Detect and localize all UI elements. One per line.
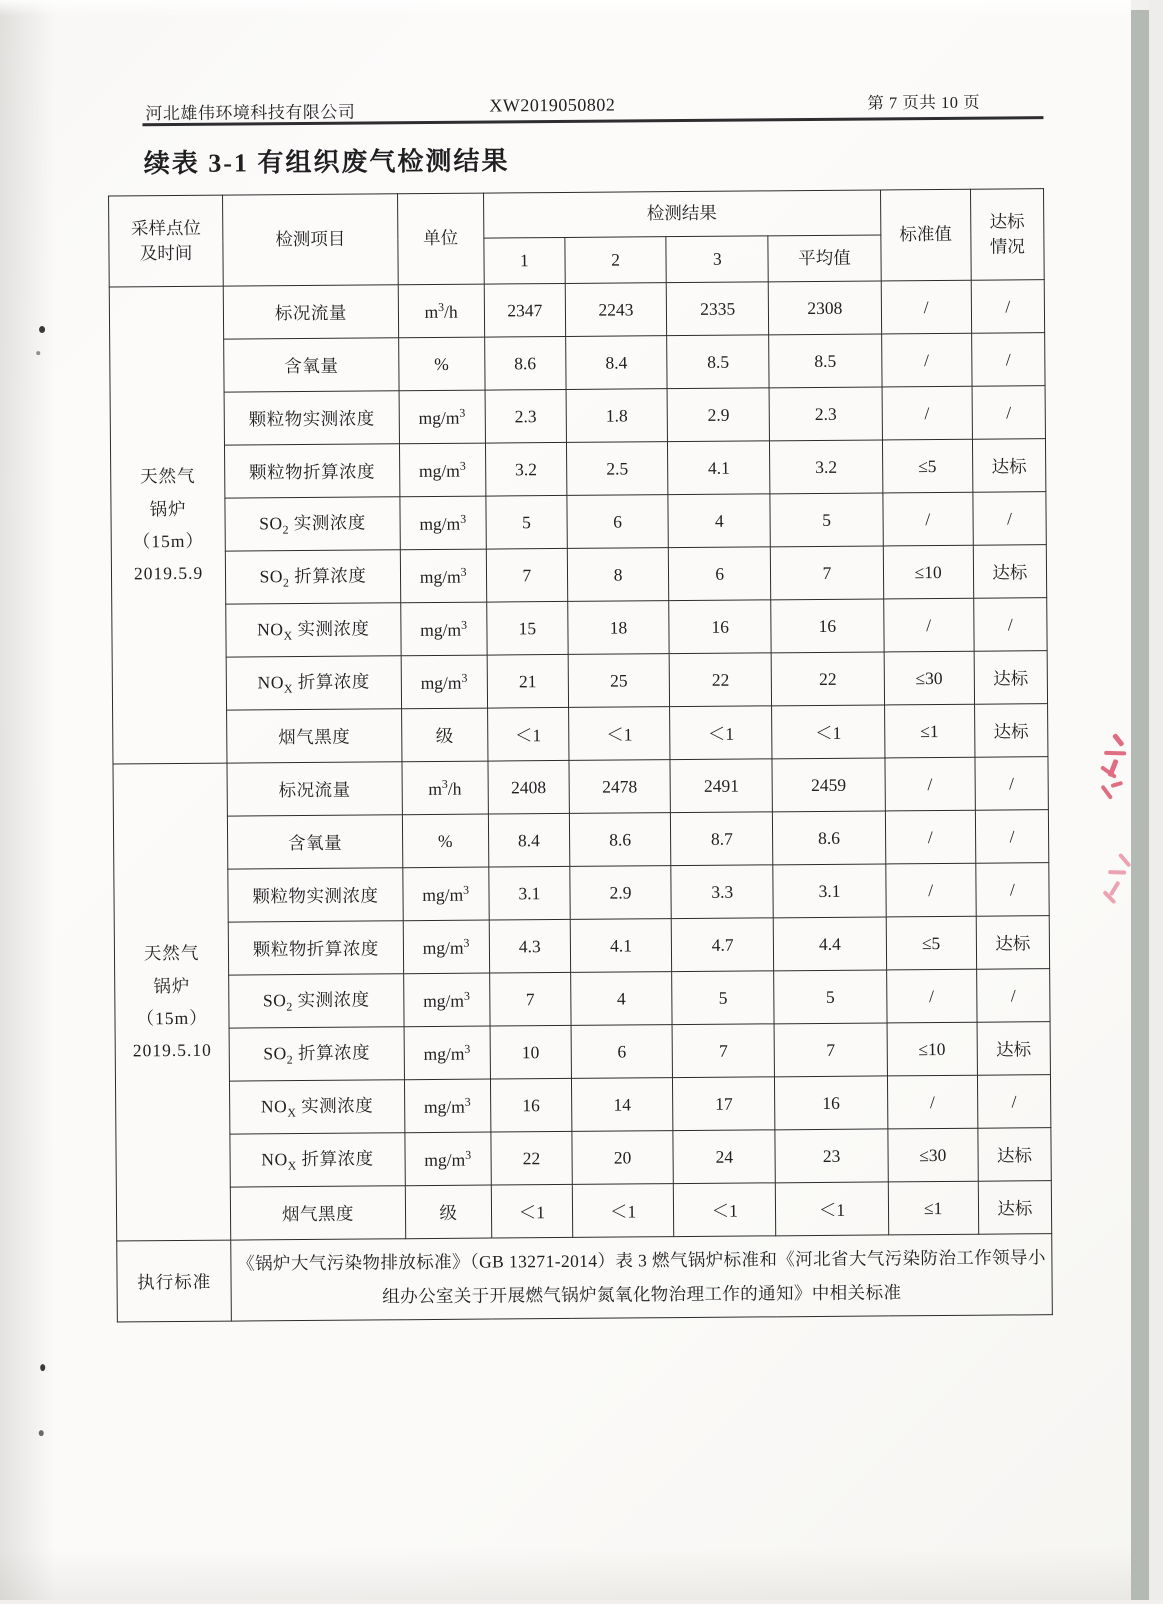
value-cell-2: ＜1 xyxy=(572,1184,674,1238)
value-cell-3: 3.3 xyxy=(671,865,774,919)
status-cell: 达标 xyxy=(972,439,1046,493)
value-cell-2: 18 xyxy=(568,601,670,655)
value-cell-avg: 5 xyxy=(770,493,883,547)
value-cell-avg: 16 xyxy=(771,599,884,653)
value-cell-3: 2335 xyxy=(666,282,769,336)
value-cell-3: ＜1 xyxy=(673,1183,776,1237)
item-cell: 烟气黑度 xyxy=(227,709,402,763)
col-header-sample-point: 采样点位 及时间 xyxy=(109,195,224,287)
value-cell-3: 16 xyxy=(669,600,772,654)
unit-cell: % xyxy=(402,814,489,868)
value-cell-1: 7 xyxy=(489,972,571,1026)
value-cell-2: 4 xyxy=(571,972,673,1026)
speck xyxy=(36,351,40,355)
value-cell-2: 25 xyxy=(568,654,670,708)
value-cell-avg: 23 xyxy=(775,1129,888,1183)
table-row xyxy=(114,863,1049,923)
status-cell: 达标 xyxy=(973,545,1047,599)
unit-cell: 级 xyxy=(405,1185,492,1239)
item-cell: $NO_X$ 实测浓度 xyxy=(230,1080,405,1134)
item-cell: $NO_X$ 折算浓度 xyxy=(230,1133,405,1187)
exec-standard-label: 执行标准 xyxy=(117,1240,232,1322)
item-cell: 标况流量 xyxy=(223,285,398,339)
value-cell-3: 22 xyxy=(669,653,772,707)
standard-cell: / xyxy=(886,969,977,1023)
col-header-average: 平均值 xyxy=(768,235,881,282)
value-cell-2: 8 xyxy=(567,548,669,602)
status-cell: / xyxy=(976,863,1050,917)
unit-cell: $mg/m^3$ xyxy=(402,867,489,921)
standard-cell: / xyxy=(883,598,974,652)
standard-cell: ≤5 xyxy=(886,916,977,970)
item-cell: $SO_2$ 折算浓度 xyxy=(226,550,401,604)
value-cell-avg: 3.2 xyxy=(770,440,883,494)
col-header-unit: 单位 xyxy=(397,193,484,285)
table-row xyxy=(112,651,1047,711)
status-cell: 达标 xyxy=(976,916,1050,970)
stamp-fragment-upper xyxy=(1086,734,1143,819)
unit-cell: $mg/m^3$ xyxy=(401,655,488,709)
value-cell-avg: 8.5 xyxy=(769,334,882,388)
page-number: 第 7 页共 10 页 xyxy=(867,92,981,113)
table-row xyxy=(116,1181,1051,1241)
value-cell-3: 2.9 xyxy=(667,388,770,442)
table-row xyxy=(111,545,1046,605)
report-number: XW2019050802 xyxy=(489,94,616,116)
exec-standard-text: 《锅炉大气污染物排放标准》（GB 13271-2014）表 3 燃气锅炉标准和《河北省大气污染防治工作领导小组办公室关于开展燃气锅炉氮氧化物治理工作的通知》中相关标准 xyxy=(231,1234,1052,1321)
value-cell-2: 1.8 xyxy=(566,389,668,443)
unit-cell: $mg/m^3$ xyxy=(399,390,486,444)
group-label-cell-1: 天然气 锅炉 （15m） 2019.5.9 xyxy=(109,286,227,764)
value-cell-avg: 4.4 xyxy=(774,917,887,971)
value-cell-1: ＜1 xyxy=(487,707,569,761)
standard-cell: / xyxy=(887,1075,978,1129)
standard-cell: ≤1 xyxy=(888,1181,979,1235)
value-cell-1: 21 xyxy=(487,654,569,708)
table-row xyxy=(115,1022,1050,1082)
unit-cell: $mg/m^3$ xyxy=(400,602,487,656)
item-cell: $SO_2$ 实测浓度 xyxy=(225,497,400,551)
col-header-run1: 1 xyxy=(484,237,566,284)
value-cell-3: 7 xyxy=(672,1024,775,1078)
status-cell: / xyxy=(973,492,1047,546)
status-cell: / xyxy=(971,280,1045,334)
status-cell: / xyxy=(972,386,1046,440)
table-row xyxy=(116,1128,1051,1188)
status-cell: / xyxy=(977,1075,1051,1129)
status-cell: 达标 xyxy=(974,651,1048,705)
status-cell: / xyxy=(973,598,1047,652)
value-cell-2: ＜1 xyxy=(568,707,670,761)
status-cell: / xyxy=(975,757,1049,811)
col-header-item: 检测项目 xyxy=(223,194,398,286)
value-cell-1: 5 xyxy=(486,495,568,549)
standard-cell: ≤1 xyxy=(884,704,975,758)
unit-cell: $mg/m^3$ xyxy=(403,973,490,1027)
standard-cell: ≤5 xyxy=(882,439,973,493)
value-cell-1: 2408 xyxy=(488,760,570,814)
value-cell-avg: ＜1 xyxy=(772,705,885,759)
col-header-status: 达标 情况 xyxy=(970,189,1044,281)
value-cell-3: 4 xyxy=(668,494,771,548)
value-cell-1: ＜1 xyxy=(491,1184,573,1238)
col-header-results: 检测结果 xyxy=(483,190,880,238)
value-cell-3: ＜1 xyxy=(670,706,773,760)
value-cell-1: 7 xyxy=(486,548,568,602)
status-cell: 达标 xyxy=(977,1022,1051,1076)
value-cell-1: 10 xyxy=(490,1025,572,1079)
value-cell-avg: 7 xyxy=(774,1023,887,1077)
value-cell-avg: 3.1 xyxy=(773,864,886,918)
value-cell-3: 4.7 xyxy=(671,918,774,972)
standard-cell: ≤30 xyxy=(884,651,975,705)
value-cell-3: 8.5 xyxy=(667,335,770,389)
value-cell-3: 24 xyxy=(673,1130,776,1184)
standard-cell: / xyxy=(882,386,973,440)
value-cell-1: 8.6 xyxy=(484,336,566,390)
unit-cell: $mg/m^3$ xyxy=(404,1132,491,1186)
speck xyxy=(39,1430,44,1436)
value-cell-1: 22 xyxy=(491,1131,573,1185)
item-cell: 烟气黑度 xyxy=(231,1186,406,1240)
standard-cell: / xyxy=(885,757,976,811)
speck xyxy=(39,326,45,333)
col-header-standard: 标准值 xyxy=(880,189,971,281)
table-row xyxy=(111,492,1046,552)
item-cell: $NO_X$ 折算浓度 xyxy=(226,656,401,710)
item-cell: 颗粒物折算浓度 xyxy=(228,921,403,975)
unit-cell: $mg/m^3$ xyxy=(399,496,486,550)
table-row xyxy=(109,280,1044,340)
standard-cell: / xyxy=(885,810,976,864)
exec-standard-row xyxy=(117,1234,1053,1322)
unit-cell: % xyxy=(398,337,485,391)
unit-cell: 级 xyxy=(401,708,488,762)
standard-cell: / xyxy=(881,333,972,387)
table-row xyxy=(114,916,1049,976)
value-cell-avg: ＜1 xyxy=(776,1182,889,1236)
unit-cell: $m^3/h$ xyxy=(398,284,485,338)
standard-cell: / xyxy=(882,492,973,546)
table-row xyxy=(110,386,1045,446)
value-cell-2: 2243 xyxy=(565,283,667,337)
status-cell: / xyxy=(976,969,1050,1023)
value-cell-avg: 7 xyxy=(771,546,884,600)
item-cell: 标况流量 xyxy=(227,762,402,816)
unit-cell: $m^3/h$ xyxy=(402,761,489,815)
value-cell-1: 15 xyxy=(486,601,568,655)
value-cell-1: 2.3 xyxy=(485,389,567,443)
item-cell: $SO_2$ 折算浓度 xyxy=(229,1027,404,1081)
value-cell-2: 8.6 xyxy=(569,813,671,867)
item-cell: 含氧量 xyxy=(228,815,403,869)
standard-cell: ≤10 xyxy=(883,545,974,599)
standard-cell: ≤10 xyxy=(887,1022,978,1076)
standard-cell: / xyxy=(885,863,976,917)
value-cell-avg: 2459 xyxy=(772,758,885,812)
value-cell-avg: 5 xyxy=(774,970,887,1024)
value-cell-2: 8.4 xyxy=(566,336,668,390)
status-cell: 达标 xyxy=(974,704,1048,758)
standard-cell: / xyxy=(881,280,972,334)
item-cell: 颗粒物实测浓度 xyxy=(228,868,403,922)
value-cell-2: 6 xyxy=(571,1025,673,1079)
value-cell-avg: 16 xyxy=(775,1076,888,1130)
page-title: 续表 3-1 有组织废气检测结果 xyxy=(143,146,510,179)
value-cell-avg: 2.3 xyxy=(769,387,882,441)
table-row xyxy=(115,1075,1050,1135)
value-cell-1: 3.2 xyxy=(485,442,567,496)
unit-cell: $mg/m^3$ xyxy=(404,1026,491,1080)
value-cell-2: 2.5 xyxy=(566,442,668,496)
table-row xyxy=(115,969,1050,1029)
status-cell: / xyxy=(971,333,1045,387)
value-cell-1: 3.1 xyxy=(489,866,571,920)
value-cell-2: 2.9 xyxy=(570,866,672,920)
company-name: 河北雄伟环境科技有限公司 xyxy=(145,102,356,124)
item-cell: 颗粒物实测浓度 xyxy=(224,391,399,445)
item-cell: 颗粒物折算浓度 xyxy=(225,444,400,498)
value-cell-avg: 22 xyxy=(771,652,884,706)
table-row xyxy=(113,757,1048,817)
value-cell-avg: 8.6 xyxy=(773,811,886,865)
value-cell-3: 6 xyxy=(668,547,771,601)
value-cell-2: 14 xyxy=(571,1078,673,1132)
value-cell-2: 4.1 xyxy=(570,919,672,973)
unit-cell: $mg/m^3$ xyxy=(404,1079,491,1133)
value-cell-1: 16 xyxy=(490,1078,572,1132)
speck xyxy=(40,1364,45,1371)
col-header-run2: 2 xyxy=(565,237,667,284)
table-row xyxy=(110,439,1045,499)
status-cell: 达标 xyxy=(978,1181,1052,1235)
item-cell: $SO_2$ 实测浓度 xyxy=(229,974,404,1028)
value-cell-2: 20 xyxy=(572,1131,674,1185)
table-row xyxy=(112,598,1047,658)
value-cell-3: 17 xyxy=(673,1077,776,1131)
standard-cell: ≤30 xyxy=(887,1128,978,1182)
value-cell-1: 4.3 xyxy=(489,919,571,973)
value-cell-3: 4.1 xyxy=(668,441,771,495)
value-cell-3: 2491 xyxy=(670,759,773,813)
value-cell-3: 8.7 xyxy=(671,812,774,866)
value-cell-avg: 2308 xyxy=(769,281,882,335)
stamp-fragment-lower xyxy=(1092,852,1145,922)
table-row xyxy=(110,333,1045,393)
value-cell-2: 6 xyxy=(567,495,669,549)
col-header-run3: 3 xyxy=(666,236,769,283)
value-cell-1: 2347 xyxy=(484,283,566,337)
item-cell: 含氧量 xyxy=(224,338,399,392)
unit-cell: $mg/m^3$ xyxy=(403,920,490,974)
unit-cell: $mg/m^3$ xyxy=(400,549,487,603)
group-label-cell-2: 天然气 锅炉 （15m） 2019.5.10 xyxy=(113,763,231,1241)
results-table xyxy=(108,188,1053,1322)
value-cell-3: 5 xyxy=(672,971,775,1025)
status-cell: 达标 xyxy=(978,1128,1052,1182)
value-cell-1: 8.4 xyxy=(488,813,570,867)
table-row xyxy=(113,704,1048,764)
status-cell: / xyxy=(975,810,1049,864)
item-cell: $NO_X$ 实测浓度 xyxy=(226,603,401,657)
value-cell-2: 2478 xyxy=(569,760,671,814)
unit-cell: $mg/m^3$ xyxy=(399,443,486,497)
table-row xyxy=(113,810,1048,870)
